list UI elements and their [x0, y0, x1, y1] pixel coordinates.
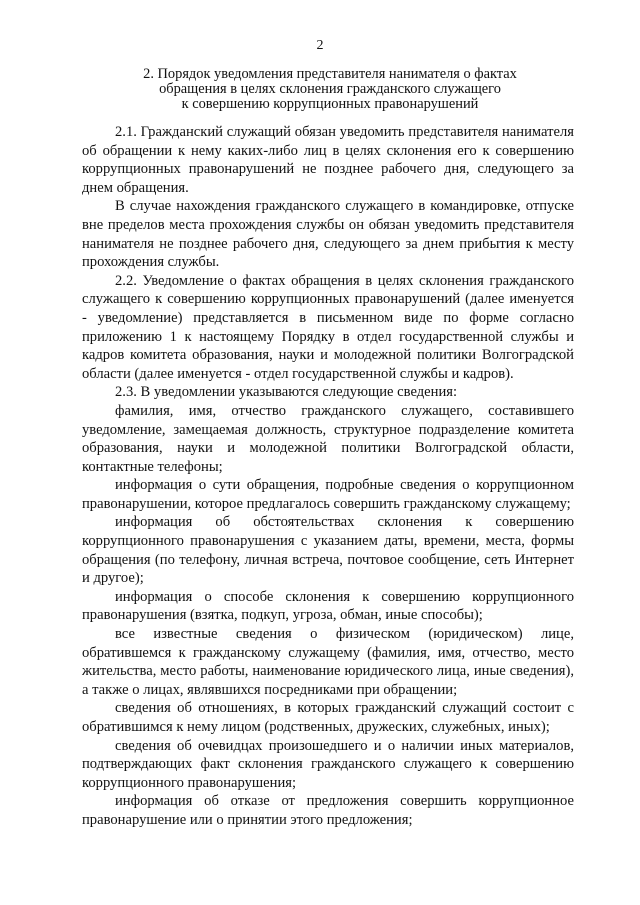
section-heading-line: 2. Порядок уведомления представителя нанимателя о фактах: [143, 66, 517, 82]
list-item-person-details: все известные сведения о физическом (юридическом) лице, обратившемся к гражданскому служащему (фамилия, имя, отчество, место жительства, место работы, наименование юридического лица, иные сведения), а также о лицах, являвшихся посредниками при обращении;: [82, 626, 574, 698]
list-item-witnesses: сведения об очевидцах произошедшего и о наличии иных материалов, подтверждающих факт склонения гражданского служащего к совершению коррупционного правонарушения;: [82, 737, 574, 791]
page-number: 2: [316, 38, 324, 53]
document-body: [82, 123, 574, 830]
list-item-refusal: информация об отказе от предложения совершить коррупционное правонарушение или о принятии этого предложения;: [82, 793, 574, 828]
list-item-appeal-essence: информация о сути обращения, подробные сведения о коррупционном правонарушении, которое предлагалось совершить гражданскому служащему;: [82, 477, 574, 512]
paragraph-2-3: 2.3. В уведомлении указываются следующие сведения:: [115, 384, 458, 401]
list-item-relations: сведения об отношениях, в которых гражданский служащий состоит с обратившимся к нему лицом (родственных, дружеских, служебных, иных);: [82, 700, 574, 735]
paragraph-2-2: 2.2. Уведомление о фактах обращения в целях склонения гражданского служащего к совершению коррупционных правонарушений (далее именуется - уведомление) представляется в письменном виде по форме согласно приложению 1 к настоящему Порядку в отдел государственной службы и кадров комитета образования, науки и молодежной политики Волгоградской области (далее именуется - отдел государственной службы и кадров).: [82, 272, 574, 382]
paragraph-2-1: 2.1. Гражданский служащий обязан уведомить представителя нанимателя об обращении к нему каких-либо лиц в целях склонения его к совершению коррупционных правонарушений не позднее рабочего дня, следующего за днем обращения.: [82, 124, 574, 196]
paragraph-business-trip: В случае нахождения гражданского служащего в командировке, отпуске вне пределов места прохождения службы он обязан уведомить представителя нанимателя не позднее рабочего дня, следующего за днем прибытия к месту прохождения службы.: [82, 198, 574, 271]
list-item-circumstances: информация об обстоятельствах склонения к совершению коррупционного правонарушения с указанием даты, времени, места, формы обращения (по телефону, личная встреча, почтовое сообщение, сеть Интернет и другое);: [82, 514, 574, 587]
list-item-inducement-method: информация о способе склонения к совершению коррупционного правонарушения (взятка, подкуп, угроза, обман, иные способы);: [82, 588, 574, 624]
section-heading-line: к совершению коррупционных правонарушений: [181, 96, 479, 112]
list-item-employee-details: фамилия, имя, отчество гражданского служащего, составившего уведомление, замещаемая должность, структурное подразделение комитета образования, науки и молодежной политики Волгоградской области, контактные телефоны;: [82, 402, 574, 475]
section-heading-line: обращения в целях склонения гражданского служащего: [159, 81, 501, 97]
section-heading: [95, 67, 565, 112]
